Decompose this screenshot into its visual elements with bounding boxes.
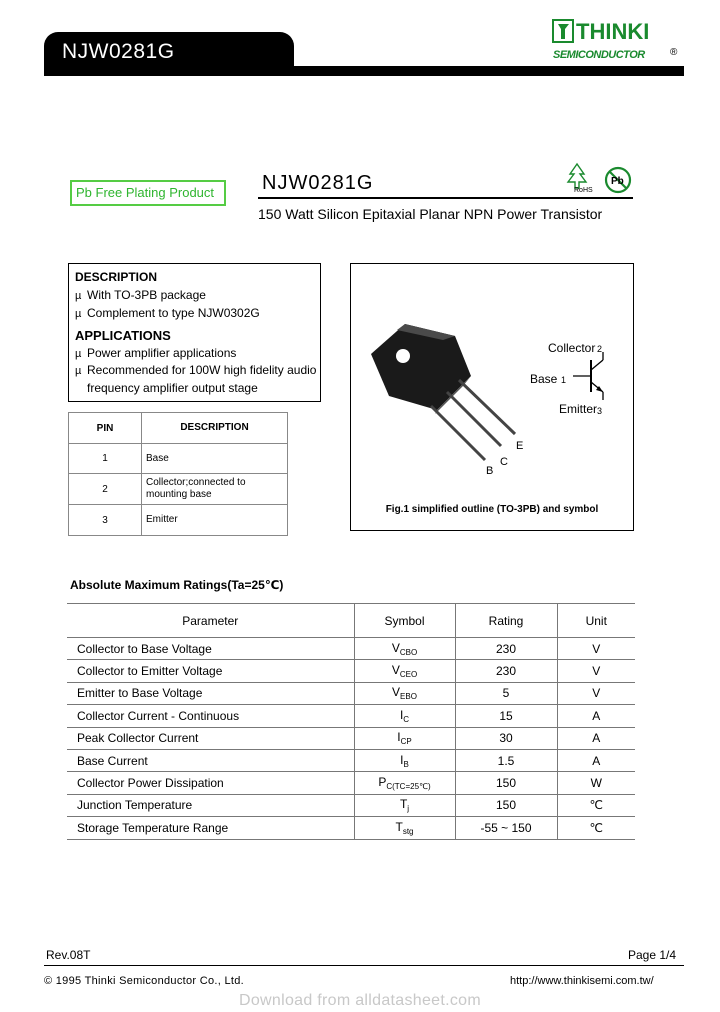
ratings-title: Absolute Maximum Ratings(Ta=25℃) bbox=[70, 578, 284, 592]
figure-caption: Fig.1 simplified outline (TO-3PB) and symbol bbox=[385, 504, 599, 515]
ratings-header-row bbox=[67, 604, 635, 638]
symbol: $P_{C(TC=25℃)}$ bbox=[354, 772, 455, 794]
unit: A bbox=[557, 749, 635, 771]
parameter: Collector Power Dissipation bbox=[67, 772, 354, 794]
lead-base bbox=[431, 406, 485, 460]
to3pb-package-figure bbox=[351, 264, 633, 500]
parameter: Collector to Emitter Voltage bbox=[67, 660, 354, 682]
unit: W bbox=[557, 772, 635, 794]
rating: -55 ~ 150 bbox=[455, 817, 557, 839]
unit: A bbox=[557, 705, 635, 727]
page-subtitle: 150 Watt Silicon Epitaxial Planar NPN Power Transistor bbox=[258, 206, 603, 222]
header-symbol: Symbol bbox=[354, 604, 455, 638]
pin-number: 1 bbox=[69, 444, 142, 474]
table-row bbox=[67, 817, 635, 839]
rating: 1.5 bbox=[455, 749, 557, 771]
rating: 5 bbox=[455, 682, 557, 704]
symbol: $T_j$ bbox=[354, 794, 455, 816]
base-label: Base bbox=[530, 372, 558, 386]
symbol: $I_B$ bbox=[354, 749, 455, 771]
collector-pin: 2 bbox=[597, 344, 603, 354]
table-row bbox=[67, 727, 635, 749]
table-row bbox=[67, 705, 635, 727]
applications-heading: APPLICATIONS bbox=[75, 328, 171, 343]
pin-description: Collector;connected to mounting base bbox=[142, 474, 288, 505]
page-title: NJW0281G bbox=[262, 172, 374, 194]
unit: ℃ bbox=[557, 817, 635, 839]
rating: 230 bbox=[455, 638, 557, 660]
parameter: Storage Temperature Range bbox=[67, 817, 354, 839]
rohs-icon bbox=[566, 162, 602, 194]
parameter: Collector Current - Continuous bbox=[67, 705, 354, 727]
table-row bbox=[67, 794, 635, 816]
ratings-table bbox=[67, 603, 635, 840]
copyright: © 1995 Thinki Semiconductor Co., Ltd. bbox=[44, 975, 244, 987]
symbol: $V_{EBO}$ bbox=[354, 682, 455, 704]
rating: 15 bbox=[455, 705, 557, 727]
rohs-label: RoHS bbox=[574, 187, 593, 194]
lead-label-b: B bbox=[486, 465, 494, 477]
emitter-pin: 3 bbox=[597, 406, 603, 416]
parameter: Collector to Base Voltage bbox=[67, 638, 354, 660]
registered-mark: ® bbox=[670, 47, 678, 58]
pin-header: PIN bbox=[69, 413, 142, 444]
description-item: µ Complement to type NJW0302G bbox=[75, 306, 260, 320]
watermark: Download from alldatasheet.com bbox=[238, 992, 481, 1009]
footer-divider bbox=[44, 965, 684, 966]
symbol: $I_{CP}$ bbox=[354, 727, 455, 749]
header-part-number: NJW0281G bbox=[62, 40, 175, 63]
table-row bbox=[69, 474, 288, 505]
pin-desc-header: DESCRIPTION bbox=[142, 413, 288, 444]
table-row bbox=[67, 660, 635, 682]
description-item: µ With TO-3PB package bbox=[75, 288, 206, 302]
description-heading: DESCRIPTION bbox=[75, 270, 158, 284]
lead-label-e: E bbox=[516, 440, 524, 452]
emitter-label: Emitter bbox=[559, 402, 598, 416]
pin-table bbox=[68, 412, 288, 536]
symbol: $V_{CBO}$ bbox=[354, 638, 455, 660]
header-unit: Unit bbox=[557, 604, 635, 638]
logo-text: THINKI bbox=[576, 19, 650, 44]
mounting-hole-icon bbox=[396, 349, 410, 363]
pin-number: 2 bbox=[69, 474, 142, 505]
page-number: Page 1/4 bbox=[628, 948, 677, 962]
npn-transistor-symbol-icon bbox=[573, 352, 603, 400]
symbol: $I_C$ bbox=[354, 705, 455, 727]
table-row bbox=[69, 505, 288, 536]
logo-subtext: SEMICONDUCTOR bbox=[553, 49, 645, 61]
header-parameter: Parameter bbox=[67, 604, 354, 638]
pin-description: Base bbox=[142, 444, 288, 474]
title-underline bbox=[258, 197, 633, 199]
parameter: Junction Temperature bbox=[67, 794, 354, 816]
table-row bbox=[67, 772, 635, 794]
table-row bbox=[67, 638, 635, 660]
pin-description: Emitter bbox=[142, 505, 288, 536]
application-item: µ Power amplifier applications bbox=[75, 346, 237, 360]
application-item: µ Recommended for 100W high fidelity audio bbox=[75, 363, 317, 377]
lead-emitter bbox=[459, 380, 515, 434]
lead-label-c: C bbox=[500, 456, 508, 468]
table-row bbox=[69, 444, 288, 474]
unit: V bbox=[557, 660, 635, 682]
pb-free-icon bbox=[604, 166, 632, 194]
table-row bbox=[67, 749, 635, 771]
symbol: $T_{stg}$ bbox=[354, 817, 455, 839]
website-link[interactable]: http://www.thinkisemi.com.tw/ bbox=[510, 975, 654, 987]
revision: Rev.08T bbox=[46, 948, 91, 962]
table-row bbox=[67, 682, 635, 704]
rating: 150 bbox=[455, 794, 557, 816]
pin-table-header bbox=[69, 413, 288, 444]
pb-label: Pb bbox=[611, 176, 624, 187]
base-pin: 1 bbox=[561, 375, 567, 385]
unit: V bbox=[557, 638, 635, 660]
pb-free-badge: Pb Free Plating Product bbox=[70, 180, 226, 206]
package-body-icon bbox=[371, 324, 471, 410]
lead-collector bbox=[447, 392, 501, 446]
rating: 150 bbox=[455, 772, 557, 794]
parameter: Peak Collector Current bbox=[67, 727, 354, 749]
header-rating: Rating bbox=[455, 604, 557, 638]
collector-label: Collector bbox=[548, 341, 596, 355]
symbol: $V_{CEO}$ bbox=[354, 660, 455, 682]
pin-number: 3 bbox=[69, 505, 142, 536]
application-item-continued: frequency amplifier output stage bbox=[87, 381, 258, 395]
parameter: Base Current bbox=[67, 749, 354, 771]
parameter: Emitter to Base Voltage bbox=[67, 682, 354, 704]
rating: 230 bbox=[455, 660, 557, 682]
header-bar bbox=[44, 66, 684, 76]
rating: 30 bbox=[455, 727, 557, 749]
unit: A bbox=[557, 727, 635, 749]
unit: V bbox=[557, 682, 635, 704]
unit: ℃ bbox=[557, 794, 635, 816]
